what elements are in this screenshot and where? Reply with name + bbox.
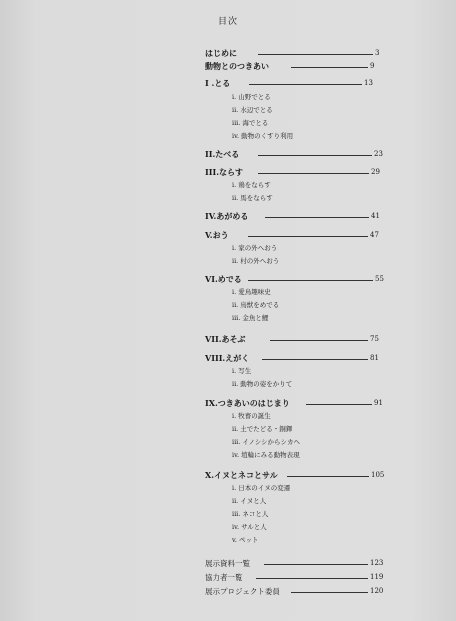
toc-entry	[0, 586, 456, 598]
subentry-label: i. 日本のイヌの変遷	[232, 484, 291, 492]
leader-line	[291, 592, 368, 593]
entry-label: IV.あがめる	[205, 211, 249, 221]
toc-entry	[0, 572, 456, 584]
entry-label: 展示資料一覧	[205, 559, 250, 568]
subentry-label: ii. 土でたどる・銅鐸	[232, 425, 293, 433]
toc-subentry	[0, 509, 456, 521]
subentry-label: v. ペット	[232, 536, 259, 544]
toc-subentry	[0, 411, 456, 423]
toc-subentry	[0, 437, 456, 449]
page-number: 29	[371, 168, 380, 176]
subentry-label: i. 牧畜の誕生	[232, 412, 271, 420]
toc-subentry	[0, 313, 456, 325]
leader-line	[264, 564, 368, 565]
subentry-label: iii. 金魚と鯉	[232, 314, 269, 322]
toc-entry	[0, 230, 456, 242]
subentry-label: iv. サルと人	[232, 523, 267, 531]
toc-entry	[0, 274, 456, 286]
leader-line	[258, 173, 369, 174]
leader-line	[287, 476, 369, 477]
toc-entry	[0, 149, 456, 161]
toc-subentry	[0, 118, 456, 130]
page-number: 120	[370, 587, 384, 595]
toc-subentry	[0, 256, 456, 268]
toc-subentry	[0, 496, 456, 508]
toc-entry	[0, 167, 456, 179]
toc-entry	[0, 61, 456, 73]
page-number: 3	[375, 49, 380, 57]
toc-subentry	[0, 300, 456, 312]
subentry-label: iv. 埴輪にみる動物表現	[232, 451, 300, 459]
leader-line	[258, 155, 372, 156]
subentry-label: ii. 水辺でとる	[232, 106, 273, 114]
toc-subentry	[0, 92, 456, 104]
toc-subentry	[0, 535, 456, 547]
page-number: 75	[370, 335, 379, 343]
leader-line	[265, 217, 369, 218]
page-number: 123	[370, 559, 384, 567]
page-number: 119	[370, 573, 384, 581]
entry-label: I .とる	[205, 78, 231, 88]
entry-label: VI.めでる	[205, 274, 242, 284]
page-number: 41	[371, 212, 380, 220]
entry-label: X.イヌとネコとサル	[205, 470, 278, 480]
entry-label: V.おう	[205, 230, 229, 240]
page-number: 105	[371, 471, 385, 479]
entry-label: III.ならす	[205, 167, 244, 177]
subentry-label: iii. 海でとる	[232, 119, 269, 127]
subentry-label: ii. 鳥獣をめでる	[232, 301, 280, 309]
subentry-label: i. 家の外へおう	[232, 244, 278, 252]
leader-line	[258, 54, 373, 55]
toc-entry	[0, 334, 456, 346]
toc-entry	[0, 78, 456, 90]
leader-line	[306, 404, 372, 405]
toc-subentry	[0, 180, 456, 192]
entry-label: VIII.えがく	[205, 353, 250, 363]
toc-subentry	[0, 243, 456, 255]
toc-title: 目次	[218, 17, 239, 27]
subentry-label: ii. イヌと人	[232, 497, 267, 505]
page-number: 55	[375, 275, 384, 283]
toc-subentry	[0, 522, 456, 534]
leader-line	[291, 67, 368, 68]
entry-label: IX.つきあいのはじまり	[205, 398, 290, 408]
toc-subentry	[0, 424, 456, 436]
leader-line	[249, 84, 362, 85]
page-number: 23	[374, 150, 383, 158]
entry-label: 展示プロジェクト委員	[205, 587, 280, 596]
page-number: 81	[370, 354, 379, 362]
leader-line	[248, 280, 373, 281]
subentry-label: i. 山野でとる	[232, 93, 271, 101]
toc-subentry	[0, 105, 456, 117]
leader-line	[248, 236, 368, 237]
entry-label: 協力者一覧	[205, 573, 243, 582]
page-number: 47	[370, 231, 379, 239]
toc-subentry	[0, 379, 456, 391]
toc-subentry	[0, 131, 456, 143]
subentry-label: iii. ネコと人	[232, 510, 269, 518]
entry-label: 動物とのつきあい	[205, 61, 269, 71]
subentry-label: i. 鶏をならす	[232, 181, 271, 189]
toc-entry	[0, 470, 456, 482]
subentry-label: ii. 村の外へおう	[232, 257, 280, 265]
toc-subentry	[0, 483, 456, 495]
toc-subentry	[0, 450, 456, 462]
subentry-label: iii. イノシシからシカへ	[232, 438, 301, 446]
toc-subentry	[0, 287, 456, 299]
leader-line	[270, 340, 368, 341]
toc-entry	[0, 398, 456, 410]
leader-line	[262, 359, 368, 360]
entry-label: VII.あそぶ	[205, 334, 246, 344]
subentry-label: ii. 馬をならす	[232, 194, 273, 202]
toc-entry	[0, 211, 456, 223]
page-number: 13	[364, 79, 373, 87]
subentry-label: iv. 動物のくすり利用	[232, 132, 294, 140]
subentry-label: i. 愛鳥趣味史	[232, 288, 271, 296]
entry-label: はじめに	[205, 48, 237, 58]
toc-subentry	[0, 193, 456, 205]
page-number: 9	[370, 62, 375, 70]
entry-label: II.たべる	[205, 149, 240, 159]
toc-entry	[0, 558, 456, 570]
leader-line	[256, 578, 368, 579]
toc-subentry	[0, 366, 456, 378]
subentry-label: i. 写生	[232, 367, 252, 375]
toc-entry	[0, 353, 456, 365]
toc-entry	[0, 48, 456, 60]
page-number: 91	[374, 399, 383, 407]
subentry-label: ii. 動物の姿をかりて	[232, 380, 293, 388]
